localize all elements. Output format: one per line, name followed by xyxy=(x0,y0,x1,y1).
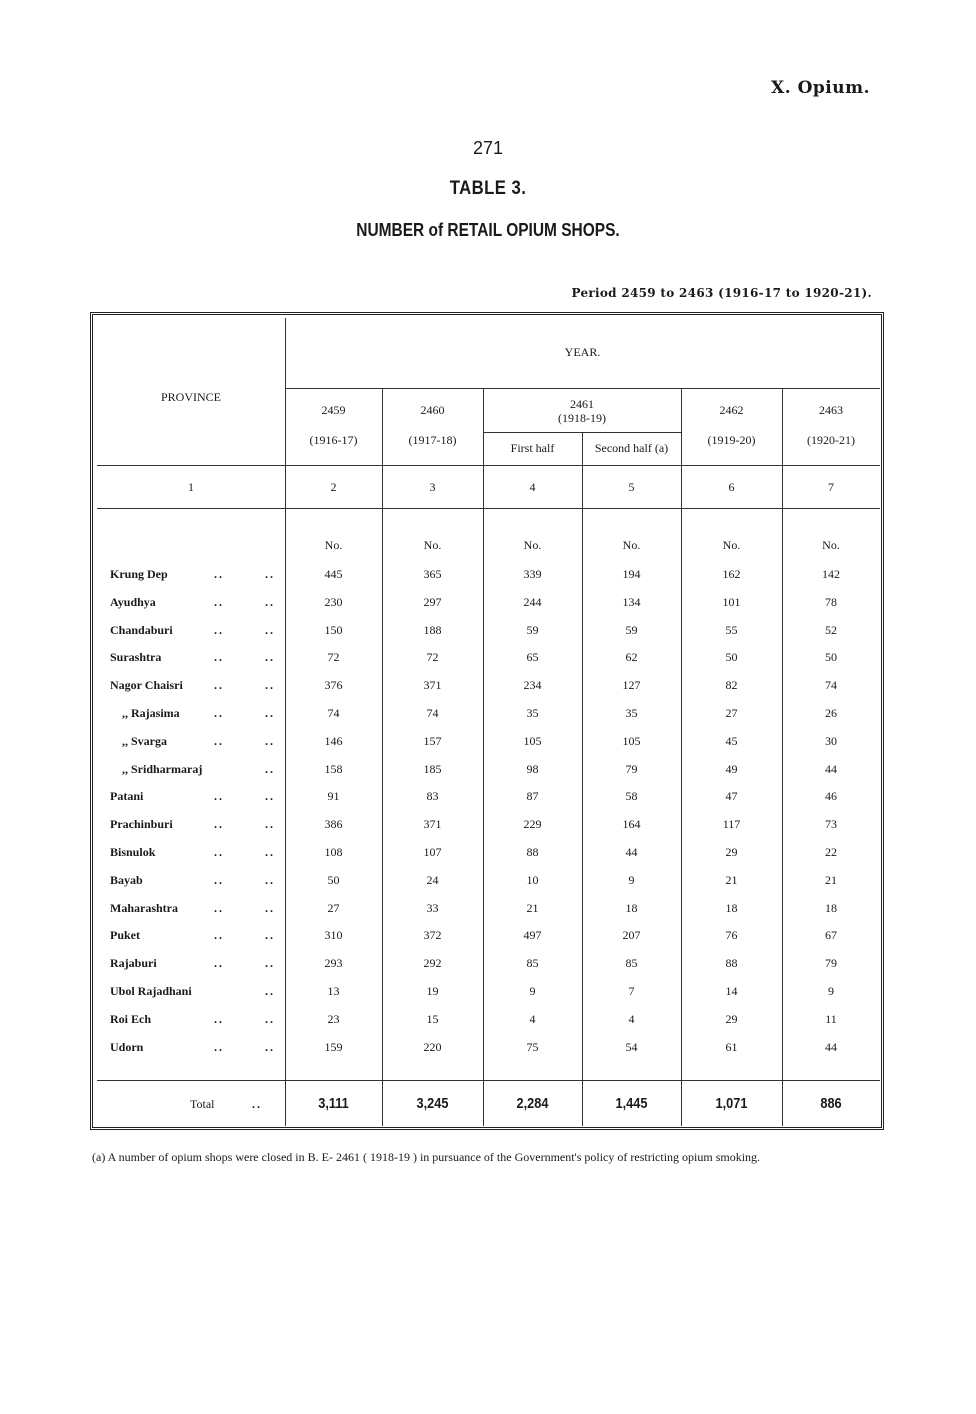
table-cell: 74 xyxy=(426,706,439,720)
leader-dots: .. xyxy=(214,901,224,915)
table-cell: 72 xyxy=(426,650,439,664)
table-cell: 50 xyxy=(825,650,837,664)
table-cell: 50 xyxy=(725,650,738,664)
leader-dots: .. xyxy=(214,1012,224,1026)
total-label: Total xyxy=(190,1097,215,1111)
header-2460-ce: (1917-18) xyxy=(408,433,457,447)
leader-dots: .. xyxy=(214,595,224,609)
total-cell: 1,071 xyxy=(715,1095,748,1112)
table-cell: 158 xyxy=(324,762,343,776)
leader-dots: .. xyxy=(265,1012,275,1026)
table-cell: 150 xyxy=(324,623,343,637)
table-cell: 293 xyxy=(324,956,343,970)
table-cell: 229 xyxy=(523,817,542,831)
table-cell: 26 xyxy=(825,706,837,720)
table-cell: 22 xyxy=(825,845,837,859)
province-name: Patani xyxy=(110,789,144,803)
table-cell: 11 xyxy=(825,1012,837,1026)
table-cell: 7 xyxy=(628,984,635,998)
table-cell: 108 xyxy=(324,845,343,859)
year-divider xyxy=(285,388,880,389)
leader-dots: .. xyxy=(214,789,224,803)
leader-dots: .. xyxy=(265,845,275,859)
province-header: PROVINCE xyxy=(160,390,221,404)
table-cell: 18 xyxy=(725,901,738,915)
table-cell: 19 xyxy=(426,984,439,998)
unit-label: No. xyxy=(622,538,641,552)
table-cell: 21 xyxy=(725,873,738,887)
table-cell: 91 xyxy=(327,789,340,803)
year-header: YEAR. xyxy=(564,345,601,359)
table-cell: 85 xyxy=(625,956,638,970)
header-2463-ce: (1920-21) xyxy=(807,433,855,447)
table-cell: 33 xyxy=(426,901,439,915)
table-cell: 10 xyxy=(526,873,539,887)
province-name: Rajaburi xyxy=(110,956,157,970)
table-subtitle: NUMBER of RETAIL OPIUM SHOPS. xyxy=(356,220,620,240)
table-cell: 98 xyxy=(526,762,539,776)
province-name: Ayudhya xyxy=(110,595,156,609)
leader-dots: .. xyxy=(214,873,224,887)
unit-label: No. xyxy=(822,538,840,552)
table-cell: 101 xyxy=(722,595,741,609)
table-cell: 45 xyxy=(725,734,738,748)
table-cell: 58 xyxy=(625,789,638,803)
table-cell: 4 xyxy=(628,1012,635,1026)
table-cell: 44 xyxy=(625,845,638,859)
table-cell: 445 xyxy=(324,567,343,581)
period-label: Period 2459 to 2463 (1916-17 to 1920-21). xyxy=(571,286,872,300)
total-cell: 3,111 xyxy=(318,1095,349,1112)
table-cell: 365 xyxy=(423,567,442,581)
unit-label: No. xyxy=(523,538,542,552)
header-2462: 2462 xyxy=(719,403,744,417)
leader-dots: .. xyxy=(265,734,275,748)
table-cell: 59 xyxy=(625,623,638,637)
table-cell: 234 xyxy=(523,678,542,692)
table-cell: 188 xyxy=(423,623,442,637)
leader-dots: .. xyxy=(214,567,224,581)
leader-dots: .. xyxy=(265,984,275,998)
province-name: Krung Dep xyxy=(110,567,168,581)
table-cell: 9 xyxy=(529,984,536,998)
table-cell: 23 xyxy=(327,1012,340,1026)
table-cell: 47 xyxy=(725,789,738,803)
table-cell: 44 xyxy=(825,1040,837,1054)
header-2459: 2459 xyxy=(321,403,346,417)
header-2463: 2463 xyxy=(819,403,843,417)
table-cell: 44 xyxy=(825,762,837,776)
unit-label: No. xyxy=(722,538,741,552)
table-cell: 105 xyxy=(523,734,542,748)
province-name: Ubol Rajadhani xyxy=(110,984,192,998)
table-cell: 88 xyxy=(725,956,738,970)
table-cell: 29 xyxy=(725,845,738,859)
leader-dots: .. xyxy=(265,762,275,776)
table-cell: 162 xyxy=(722,567,741,581)
table-title: TABLE 3. xyxy=(449,178,527,199)
province-name: Nagor Chaisri xyxy=(110,678,183,692)
colnum-divider xyxy=(97,508,880,509)
section-label: X. Opium. xyxy=(771,78,870,98)
table-cell: 75 xyxy=(526,1040,539,1054)
leader-dots: .. xyxy=(265,1040,275,1054)
table-cell: 164 xyxy=(622,817,641,831)
table-cell: 497 xyxy=(523,928,542,942)
table-cell: 55 xyxy=(725,623,738,637)
table-cell: 339 xyxy=(523,567,542,581)
header-2461: 2461 xyxy=(570,397,594,411)
province-name: Roi Ech xyxy=(110,1012,152,1026)
header-divider xyxy=(97,465,880,466)
leader-dots: .. xyxy=(265,595,275,609)
table-cell: 35 xyxy=(625,706,638,720)
table-cell: 159 xyxy=(324,1040,343,1054)
table-cell: 146 xyxy=(324,734,343,748)
column-number: 5 xyxy=(628,480,635,494)
table-cell: 371 xyxy=(423,817,442,831)
total-cell: 1,445 xyxy=(615,1095,648,1112)
leader-dots: .. xyxy=(214,845,224,859)
header-2459-ce: (1916-17) xyxy=(309,433,358,447)
table-cell: 18 xyxy=(625,901,638,915)
leader-dots: .. xyxy=(265,928,275,942)
header-first-half: First half xyxy=(510,441,555,455)
column-number: 3 xyxy=(429,480,436,494)
table-cell: 127 xyxy=(622,678,641,692)
table-cell: 297 xyxy=(423,595,442,609)
table-cell: 85 xyxy=(526,956,539,970)
table-cell: 13 xyxy=(327,984,340,998)
table-cell: 185 xyxy=(423,762,442,776)
table-cell: 74 xyxy=(327,706,340,720)
table-cell: 62 xyxy=(625,650,638,664)
table-cell: 83 xyxy=(426,789,439,803)
table-cell: 88 xyxy=(526,845,539,859)
table-cell: 52 xyxy=(825,623,837,637)
column-number: 6 xyxy=(728,480,735,494)
table-cell: 82 xyxy=(725,678,738,692)
table-cell: 371 xyxy=(423,678,442,692)
total-cell: 3,245 xyxy=(416,1095,449,1112)
unit-label: No. xyxy=(324,538,343,552)
table-cell: 79 xyxy=(625,762,638,776)
table-cell: 54 xyxy=(625,1040,638,1054)
table-cell: 142 xyxy=(822,567,840,581)
table-cell: 244 xyxy=(523,595,542,609)
header-second-half: Second half (a) xyxy=(594,441,669,455)
table-cell: 194 xyxy=(622,567,641,581)
province-name: ,, Sridharmaraj xyxy=(122,762,203,776)
header-2460: 2460 xyxy=(420,403,445,417)
leader-dots: .. xyxy=(265,789,275,803)
table-cell: 49 xyxy=(725,762,738,776)
leader-dots: .. xyxy=(265,678,275,692)
table-cell: 30 xyxy=(825,734,837,748)
table-cell: 230 xyxy=(324,595,343,609)
table-cell: 35 xyxy=(526,706,539,720)
leader-dots: .. xyxy=(265,567,275,581)
leader-dots: .. xyxy=(265,623,275,637)
leader-dots: .. xyxy=(214,650,224,664)
table-cell: 27 xyxy=(327,901,340,915)
province-name: Prachinburi xyxy=(110,817,173,831)
table-cell: 76 xyxy=(725,928,738,942)
table-cell: 14 xyxy=(725,984,738,998)
table-cell: 18 xyxy=(825,901,837,915)
table-cell: 72 xyxy=(327,650,340,664)
footnote: (a) A number of opium shops were closed in B. E- 2461 ( 1918-19 ) in pursuance of the Government's policy of restricting opium smoking. xyxy=(92,1150,761,1164)
table-cell: 24 xyxy=(426,873,439,887)
header-2461-ce: (1918-19) xyxy=(558,411,606,425)
leader-dots: .. xyxy=(214,1040,224,1054)
table-cell: 376 xyxy=(324,678,343,692)
table-cell: 9 xyxy=(828,984,834,998)
province-name: ,, Rajasima xyxy=(122,706,180,720)
header-2462-ce: (1919-20) xyxy=(707,433,756,447)
leader-dots: .. xyxy=(265,873,275,887)
leader-dots: .. xyxy=(214,956,224,970)
table-cell: 117 xyxy=(722,817,741,831)
table-cell: 105 xyxy=(622,734,641,748)
table-cell: 4 xyxy=(529,1012,536,1026)
table-cell: 65 xyxy=(526,650,539,664)
leader-dots: .. xyxy=(265,901,275,915)
leader-dots: .. xyxy=(214,734,224,748)
leader-dots: .. xyxy=(214,678,224,692)
table-cell: 134 xyxy=(622,595,641,609)
column-number: 7 xyxy=(828,480,834,494)
table-cell: 27 xyxy=(725,706,738,720)
table-cell: 50 xyxy=(327,873,340,887)
table-cell: 74 xyxy=(825,678,837,692)
table-cell: 46 xyxy=(825,789,837,803)
table-cell: 29 xyxy=(725,1012,738,1026)
leader-dots: .. xyxy=(214,706,224,720)
table-cell: 67 xyxy=(825,928,837,942)
column-number: 4 xyxy=(529,480,536,494)
leader-dots: .. xyxy=(265,706,275,720)
province-name: Bisnulok xyxy=(110,845,156,859)
province-name: Bayab xyxy=(110,873,143,887)
total-cell: 2,284 xyxy=(516,1095,549,1112)
table-cell: 372 xyxy=(423,928,442,942)
leader-dots: .. xyxy=(265,956,275,970)
table-cell: 15 xyxy=(426,1012,439,1026)
column-number: 1 xyxy=(188,480,194,494)
table-cell: 157 xyxy=(423,734,442,748)
province-name: Chandaburi xyxy=(110,623,173,637)
province-name: Surashtra xyxy=(110,650,162,664)
table-cell: 9 xyxy=(628,873,635,887)
table-cell: 61 xyxy=(725,1040,738,1054)
unit-label: No. xyxy=(423,538,442,552)
total-divider xyxy=(97,1080,880,1081)
table-cell: 73 xyxy=(825,817,837,831)
leader-dots: .. xyxy=(214,817,224,831)
leader-dots: .. xyxy=(265,817,275,831)
leader-dots: .. xyxy=(252,1097,262,1111)
table-cell: 107 xyxy=(423,845,442,859)
half-divider xyxy=(483,432,681,433)
table-cell: 59 xyxy=(526,623,539,637)
leader-dots: .. xyxy=(265,650,275,664)
leader-dots: .. xyxy=(214,623,224,637)
table-cell: 21 xyxy=(526,901,539,915)
province-name: Maharashtra xyxy=(110,901,178,915)
province-name: Udorn xyxy=(110,1040,144,1054)
table-cell: 292 xyxy=(423,956,442,970)
table-cell: 78 xyxy=(825,595,837,609)
table-cell: 21 xyxy=(825,873,837,887)
column-number: 2 xyxy=(330,480,337,494)
table-cell: 87 xyxy=(526,789,539,803)
table-cell: 79 xyxy=(825,956,837,970)
leader-dots: .. xyxy=(214,928,224,942)
table-cell: 207 xyxy=(622,928,641,942)
province-name: Puket xyxy=(110,928,140,942)
total-cell: 886 xyxy=(820,1095,842,1112)
province-name: ,, Svarga xyxy=(122,734,167,748)
table-cell: 386 xyxy=(324,817,343,831)
table-cell: 310 xyxy=(324,928,343,942)
page-number: 271 xyxy=(472,138,504,158)
table-cell: 220 xyxy=(423,1040,442,1054)
